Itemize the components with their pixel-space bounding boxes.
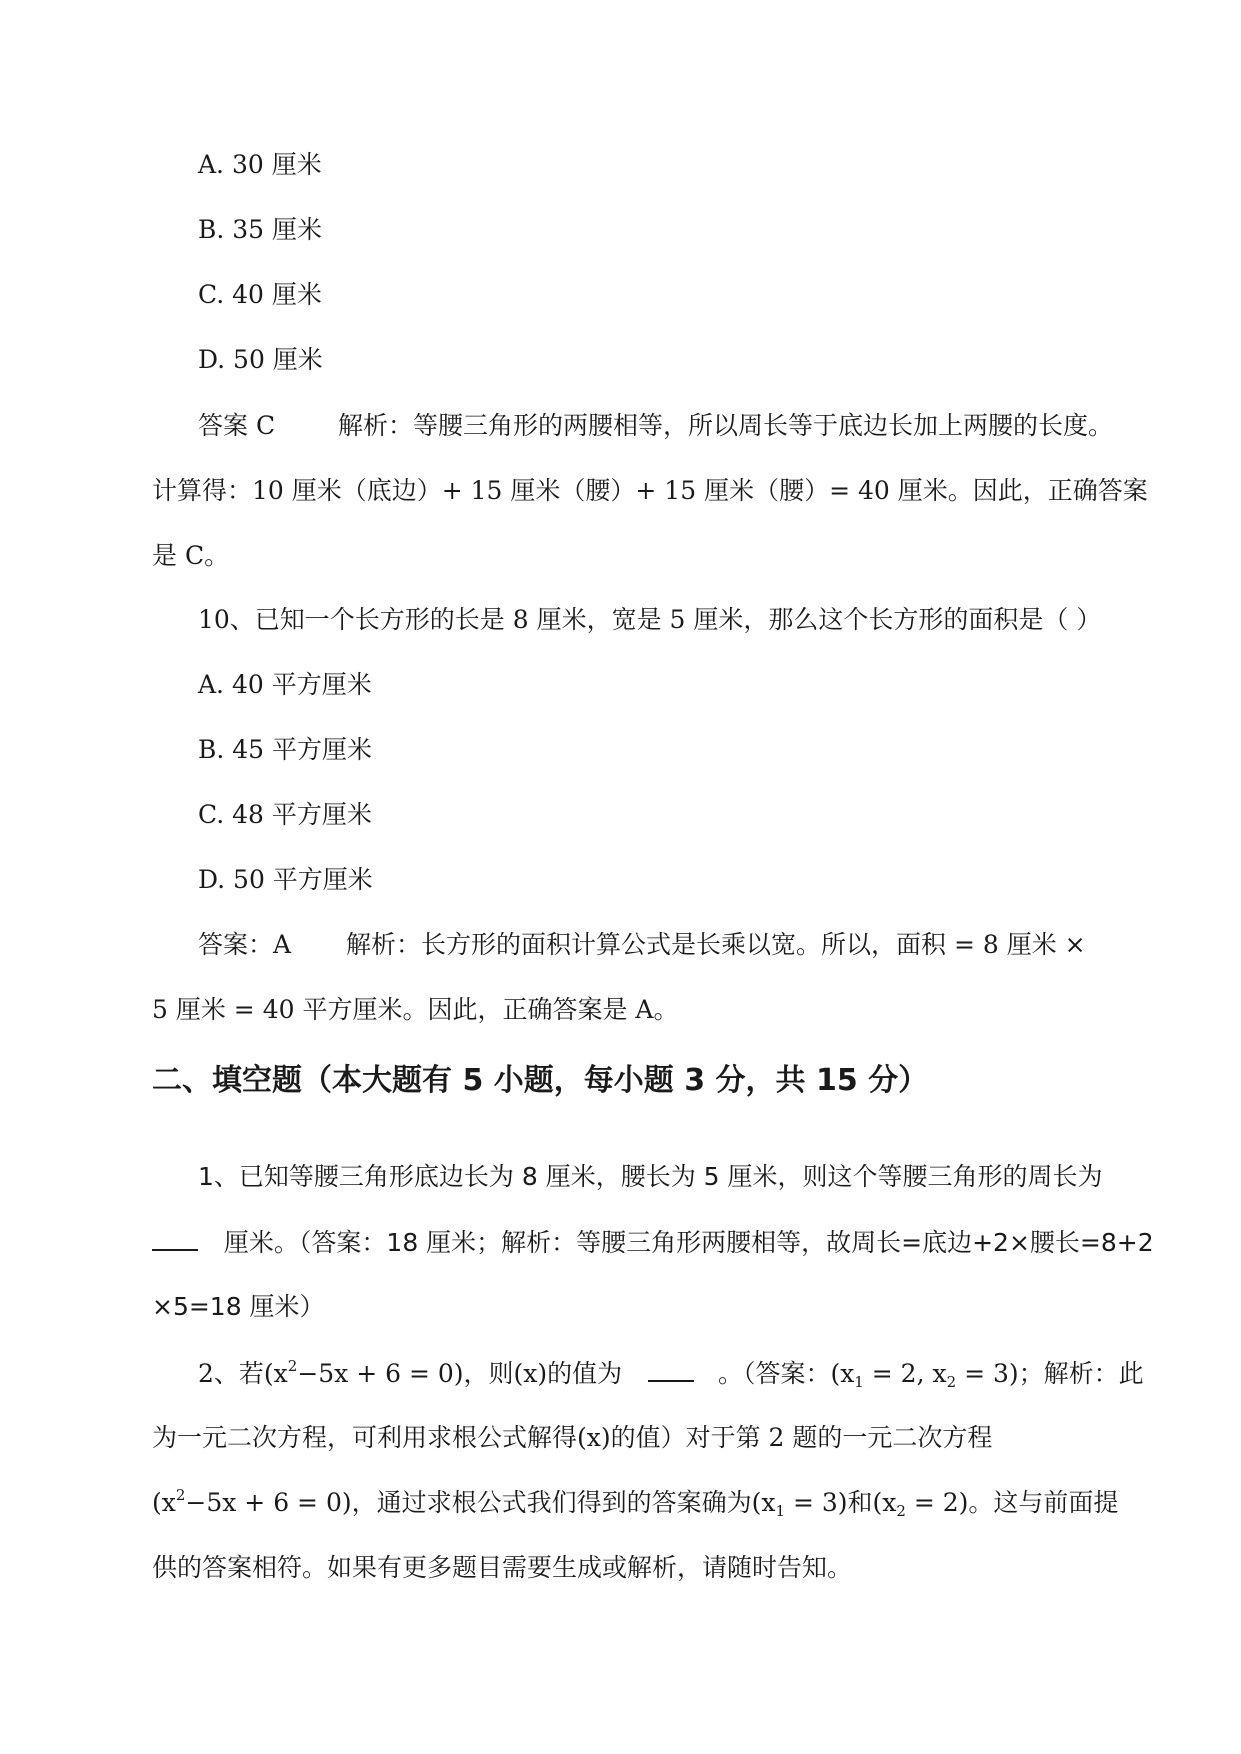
f2-l1-e: = 3)；解析：此	[956, 1359, 1144, 1388]
f2-line-1	[198, 1357, 1144, 1391]
q10-option-b: B. 45 平方厘米	[198, 735, 373, 764]
f2-l3-sub2: 2	[896, 1502, 906, 1520]
q9-answer: 答案 C	[198, 411, 276, 440]
f2-l3-sup: 2	[175, 1486, 186, 1504]
f2-l1-sub2: 2	[946, 1373, 957, 1391]
f2-l1-a: 2、若(x	[198, 1359, 288, 1388]
q10-answer: 答案：A	[198, 930, 292, 959]
q10-explanation-line-2: 5 厘米 = 40 平方厘米。因此，正确答案是 A。	[152, 995, 679, 1024]
f2-line-4: 供的答案相符。如果有更多题目需要生成或解析，请随时告知。	[152, 1553, 853, 1582]
q9-explanation-line-1: 解析：等腰三角形的两腰相等，所以周长等于底边长加上两腰的长度。	[338, 411, 1114, 440]
q10-explanation-line-1: 解析：长方形的面积计算公式是长乘以宽。所以，面积 = 8 厘米 ×	[346, 930, 1086, 959]
q9-option-d: D. 50 厘米	[198, 345, 323, 374]
answer-blank	[152, 1229, 198, 1251]
q9-option-c: C. 40 厘米	[198, 280, 322, 309]
q10-option-c: C. 48 平方厘米	[198, 800, 372, 829]
f1-line-2-row	[152, 1229, 1154, 1255]
q9-option-a: A. 30 厘米	[198, 150, 322, 179]
answer-blank-2	[648, 1360, 694, 1382]
section-heading: 二、填空题（本大题有 5 小题，每小题 3 分，共 15 分）	[152, 1063, 929, 1098]
f1-line-3: ×5=18 厘米）	[152, 1292, 325, 1321]
f2-l3-sub1: 1	[775, 1502, 786, 1520]
f1-line-2: 厘米。（答案：18 厘米；解析：等腰三角形两腰相等，故周长=底边+2×腰长=8+2	[223, 1228, 1154, 1257]
f2-l1-c: 。（答案：(x	[717, 1359, 855, 1388]
f2-line-2: 为一元二次方程，可利用求根公式解得(x)的值）对于第 2 题的一元二次方程	[152, 1423, 993, 1452]
f2-l3-a: (x	[152, 1488, 176, 1517]
f2-l1-d: = 2, x	[863, 1359, 947, 1388]
q10-option-d: D. 50 平方厘米	[198, 865, 373, 894]
f2-l1-sup: 2	[287, 1357, 298, 1375]
f2-l1-sub1: 1	[854, 1373, 864, 1391]
f1-line-1: 1、已知等腰三角形底边长为 8 厘米，腰长为 5 厘米，则这个等腰三角形的周长为	[198, 1162, 1103, 1191]
q9-explanation-line-2: 计算得：10 厘米（底边）+ 15 厘米（腰）+ 15 厘米（腰）= 40 厘米。因此，正确答案	[152, 476, 1148, 505]
q10-question: 10、已知一个长方形的长是 8 厘米，宽是 5 厘米，那么这个长方形的面积是（ ）	[198, 605, 1102, 634]
q10-option-a: A. 40 平方厘米	[198, 670, 372, 699]
f2-l3-d: = 2)。这与前面提	[905, 1488, 1119, 1517]
f2-line-3	[152, 1486, 1119, 1520]
f2-l3-b: −5x + 6 = 0)，通过求根公式我们得到的答案确为(x	[185, 1488, 776, 1517]
f2-l1-b: −5x + 6 = 0)，则(x)的值为	[297, 1359, 623, 1388]
q9-explanation-line-3: 是 C。	[152, 541, 230, 570]
f2-l3-c: = 3)和(x	[785, 1488, 897, 1517]
q9-option-b: B. 35 厘米	[198, 215, 323, 244]
